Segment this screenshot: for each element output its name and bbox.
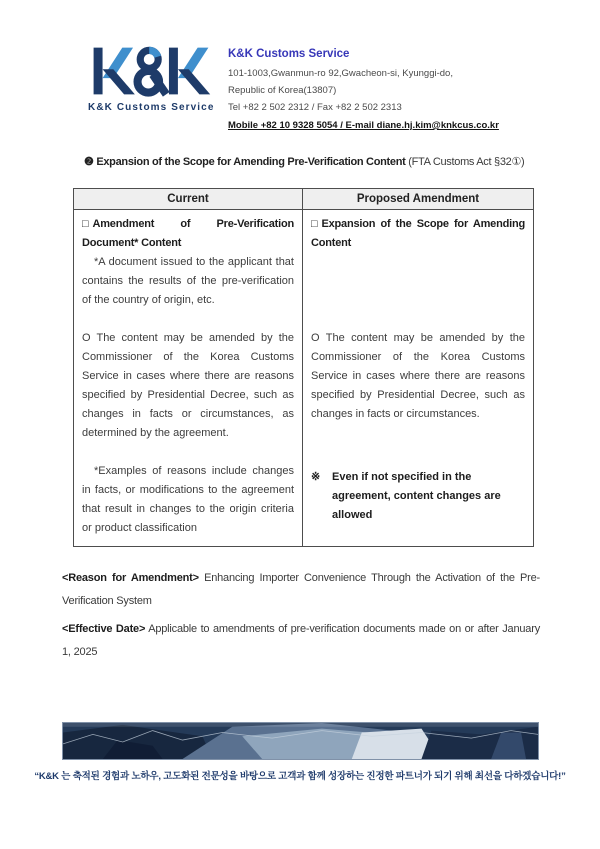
proposed-cell [303,210,534,547]
column-header-proposed: Proposed Amendment [303,189,534,210]
company-slogan: “K&K 는 축적된 경험과 노하우, 고도화된 전문성을 바탕으로 고객과 함께 성장하는 진정한 파트너가 되기 위해 최선을 다하겠습니다!” [34,771,566,782]
current-title-text: Amendment of Pre-Verification Document* Content [82,218,294,249]
reason-paragraph [62,567,540,613]
proposed-title [311,215,525,253]
reason-label: <Reason for Amendment> [62,572,199,584]
checkbox-icon: □ [311,218,318,230]
address-line-1: 101-1003,Gwanmun-ro 92,Gwacheon-si, Kyunggi-do, [228,68,453,79]
comparison-table [73,188,534,547]
table-body-row [74,210,534,547]
table-header-row [74,189,534,210]
company-name: K&K Customs Service [228,48,350,60]
section-heading [62,151,540,174]
proposed-highlight [311,468,525,525]
reference-mark-icon: ※ [311,471,321,483]
footer-banner-image [62,722,539,760]
address-line-2: Republic of Korea(13807) [228,85,337,96]
current-note-2: *Examples of reasons include changes in facts, or modifications to the agreement that result in changes to the origin criteria or product classification [82,465,294,534]
section-heading-ref: (FTA Customs Act §32①) [405,156,525,168]
current-note-1: *A document issued to the applicant that contains the results of the pre-verification of the country of origin, etc. [82,256,294,306]
proposed-body: O The content may be amended by the Commissioner of the Korea Customs Service in cases where there are reasons specified by Presidential Decree, such as changes in facts or circumstances. [311,332,525,420]
proposed-highlight-text: Even if not specified in the agreement, content changes are allowed [332,471,501,521]
knk-logo-icon [90,44,212,98]
effective-date-text: Applicable to amendments of pre-verification documents made on or after January 1, 2025 [62,623,540,658]
reason-text: Enhancing Importer Convenience Through the Activation of the Pre-Verification System [62,572,540,607]
company-info [228,46,528,134]
current-cell [74,210,303,547]
effective-date-paragraph [62,618,540,664]
company-logo [88,44,214,113]
proposed-title-text: Expansion of the Scope for Amending Content [311,218,525,249]
checkbox-icon: □ [82,218,89,230]
section-heading-bold: ❷ Expansion of the Scope for Amending Pre-Verification Content [84,156,406,168]
current-body: O The content may be amended by the Commissioner of the Korea Customs Service in cases where there are reasons specified by Presidential Decree, such as changes in facts or circumstances, as determined by the agreement. [82,332,294,439]
phone-fax-line: Tel +82 2 502 2312 / Fax +82 2 502 2313 [228,102,402,113]
column-header-current: Current [74,189,303,210]
logo-caption: K&K Customs Service [88,102,215,113]
current-title [82,215,294,253]
effective-date-label: <Effective Date> [62,623,146,635]
mobile-email-line[interactable]: Mobile +82 10 9328 5054 / E-mail diane.hj.kim@knkcus.co.kr [228,120,499,131]
cityscape-banner-icon [63,723,538,759]
